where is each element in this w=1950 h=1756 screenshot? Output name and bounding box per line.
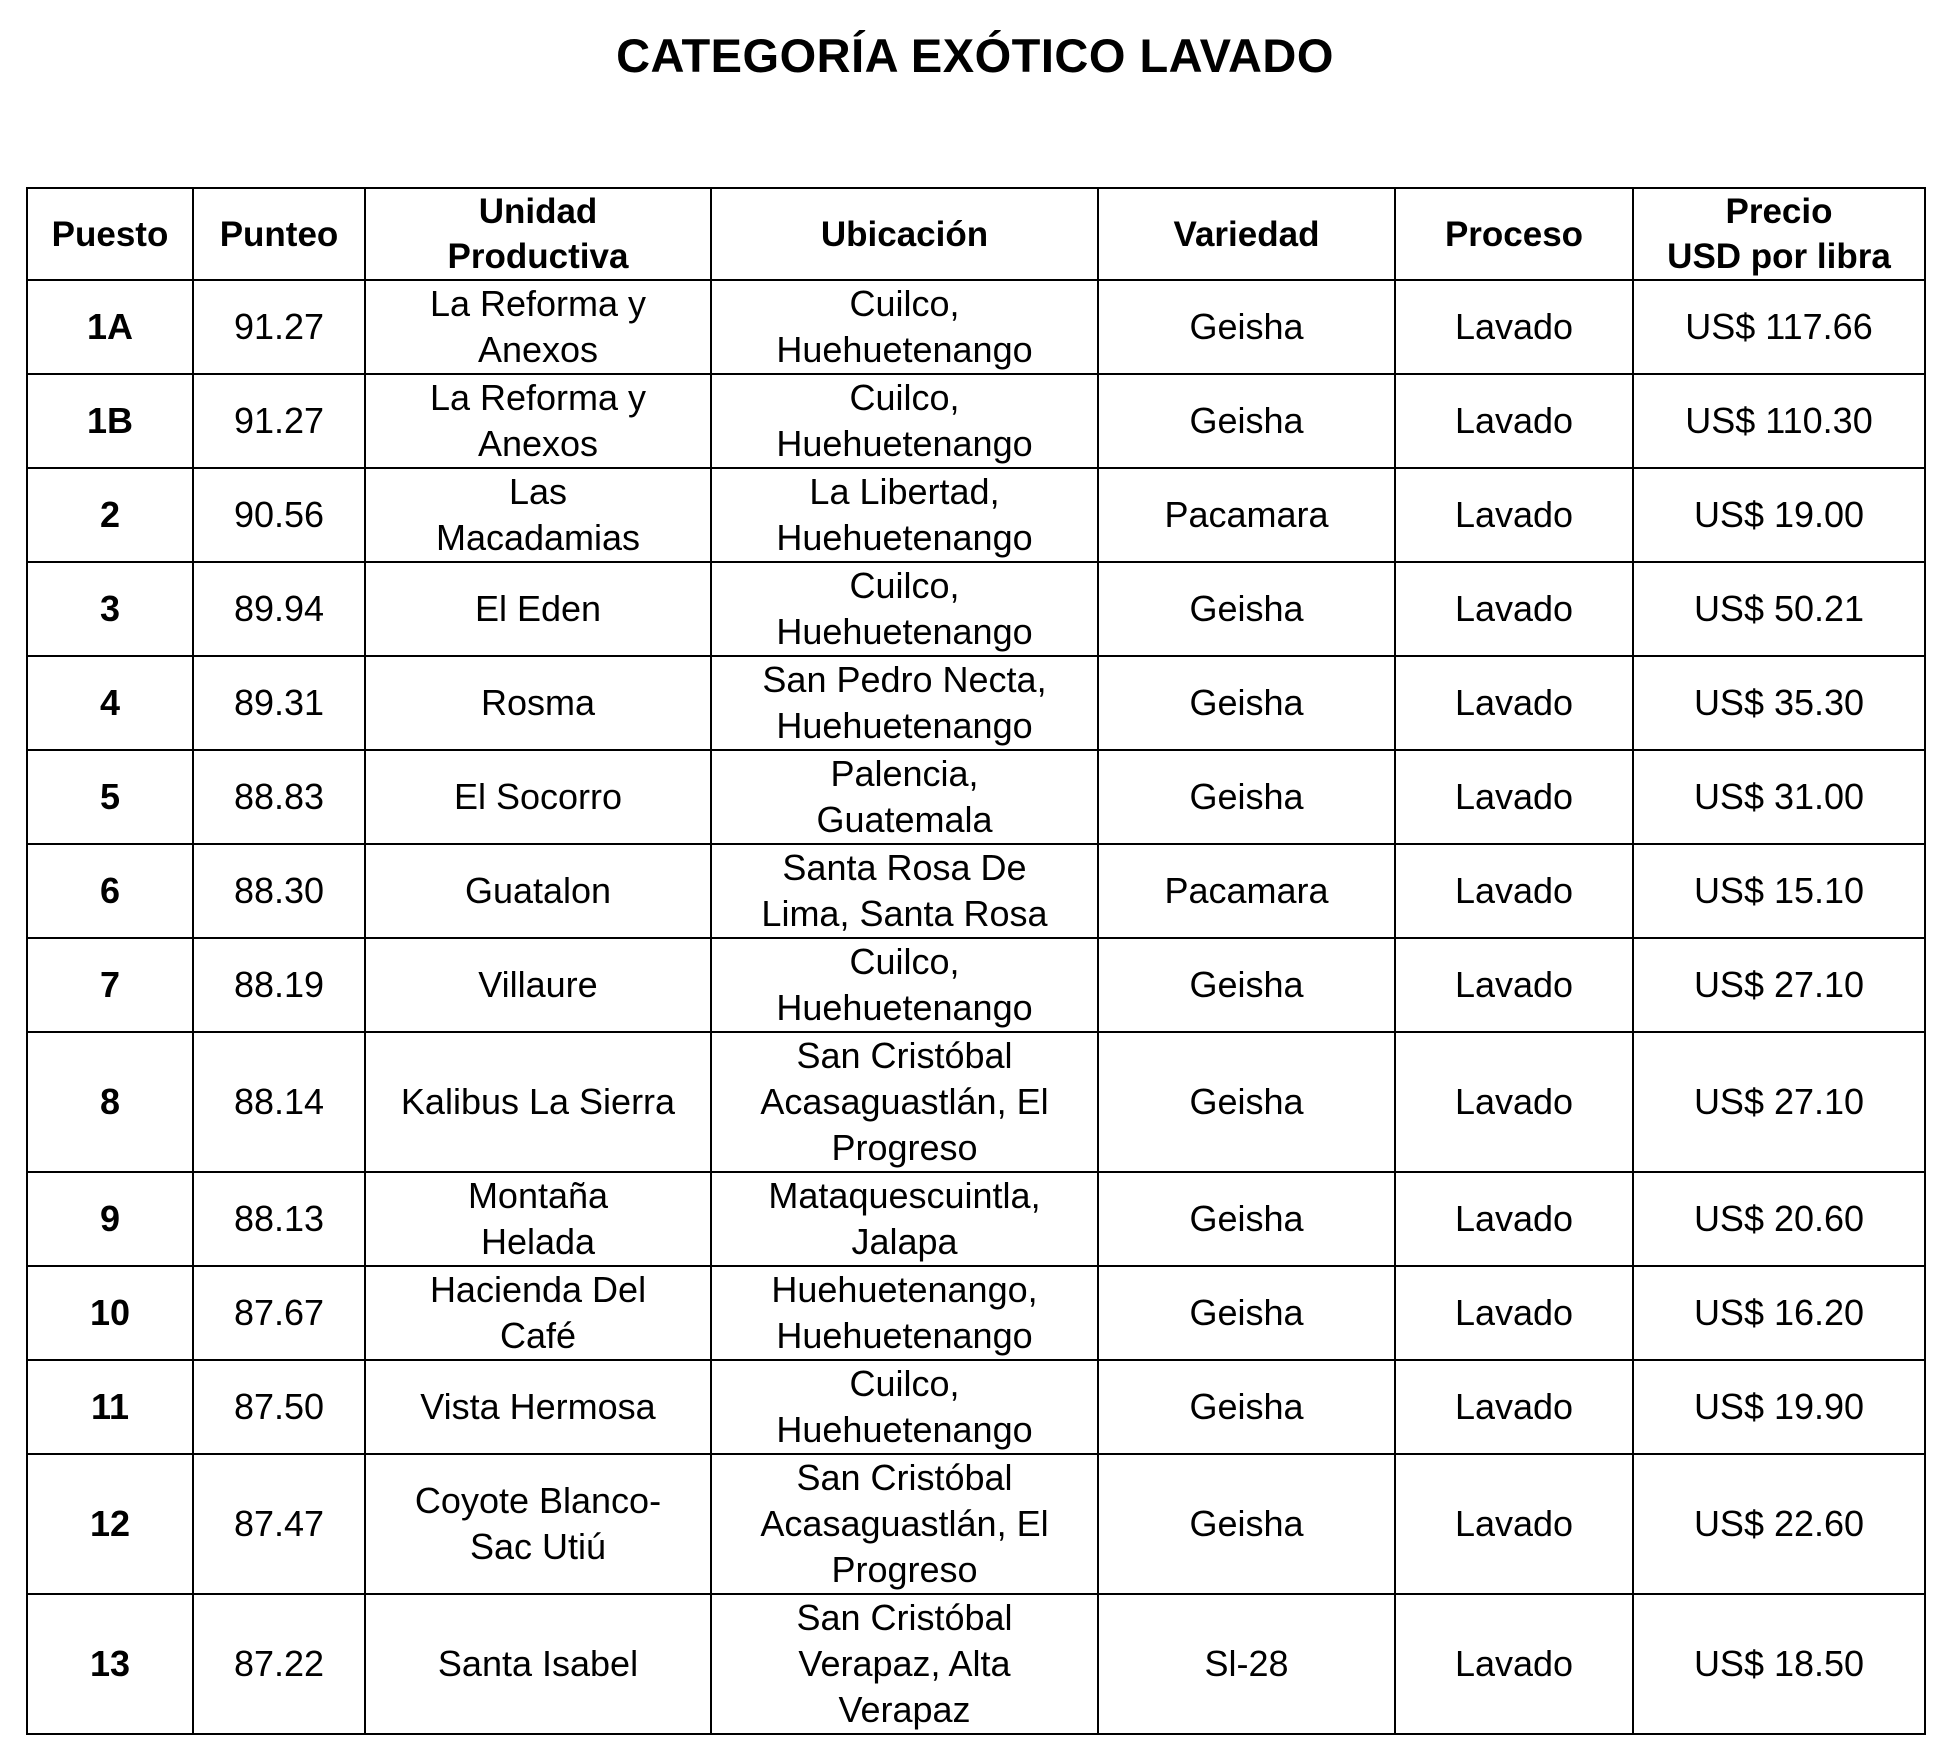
cell-precio: US$ 19.00 (1633, 468, 1925, 562)
cell-puesto: 11 (27, 1360, 193, 1454)
cell-precio: US$ 19.90 (1633, 1360, 1925, 1454)
cell-punteo: 90.56 (193, 468, 365, 562)
cell-unidad-productiva-line: Hacienda Del (429, 1269, 647, 1310)
table-row (27, 1266, 1925, 1360)
cell-ubicacion-line: Huehuetenango (776, 611, 1033, 652)
cell-precio: US$ 22.60 (1633, 1454, 1925, 1594)
cell-unidad-productiva-line: Las (508, 471, 568, 512)
cell-ubicacion-line: Progreso (831, 1549, 978, 1590)
cell-unidad-productiva (365, 750, 711, 844)
cell-ubicacion (711, 1266, 1098, 1360)
cell-puesto: 2 (27, 468, 193, 562)
header-precio-line2: USD por libra (1667, 237, 1891, 276)
cell-unidad-productiva-line: Anexos (477, 423, 599, 464)
cell-proceso: Lavado (1395, 1454, 1633, 1594)
table-row (27, 280, 1925, 374)
cell-ubicacion (711, 938, 1098, 1032)
table-row (27, 938, 1925, 1032)
cell-ubicacion-line: Santa Rosa De (782, 847, 1027, 888)
cell-precio: US$ 31.00 (1633, 750, 1925, 844)
cell-proceso: Lavado (1395, 938, 1633, 1032)
cell-unidad-productiva-line: Sac Utiú (469, 1526, 607, 1567)
cell-variedad: Geisha (1098, 1266, 1395, 1360)
cell-variedad: Geisha (1098, 1172, 1395, 1266)
cell-ubicacion (711, 280, 1098, 374)
header-variedad: Variedad (1098, 188, 1395, 280)
cell-unidad-productiva-line: El Socorro (453, 776, 623, 817)
cell-ubicacion-line: Cuilco, (849, 283, 960, 324)
cell-ubicacion-line: Cuilco, (849, 565, 960, 606)
header-ubicacion: Ubicación (711, 188, 1098, 280)
cell-ubicacion-line: Cuilco, (849, 377, 960, 418)
cell-puesto: 12 (27, 1454, 193, 1594)
page-title: CATEGORÍA EXÓTICO LAVADO (616, 29, 1334, 82)
header-punteo: Punteo (193, 188, 365, 280)
cell-puesto: 1B (27, 374, 193, 468)
table-row (27, 1172, 1925, 1266)
cell-ubicacion-line: Guatemala (816, 799, 993, 840)
cell-ubicacion-line: Acasaguastlán, El (760, 1081, 1049, 1122)
cell-unidad-productiva-line: Coyote Blanco- (414, 1480, 662, 1521)
header-precio-line1: Precio (1725, 192, 1833, 231)
header-unidad-line1: Unidad (478, 192, 598, 231)
cell-puesto: 3 (27, 562, 193, 656)
cell-ubicacion-line: Huehuetenango (776, 517, 1033, 558)
cell-punteo: 91.27 (193, 280, 365, 374)
cell-unidad-productiva-line: Café (499, 1315, 577, 1356)
cell-precio: US$ 16.20 (1633, 1266, 1925, 1360)
cell-ubicacion-line: Jalapa (851, 1221, 958, 1262)
cell-punteo: 88.13 (193, 1172, 365, 1266)
cell-unidad-productiva-line: La Reforma y (429, 377, 647, 418)
cell-ubicacion-line: Huehuetenango, (771, 1269, 1038, 1310)
table-row (27, 1360, 1925, 1454)
cell-ubicacion-line: Huehuetenango (776, 1315, 1033, 1356)
cell-variedad: Geisha (1098, 656, 1395, 750)
cell-ubicacion-line: Progreso (831, 1127, 978, 1168)
cell-puesto: 4 (27, 656, 193, 750)
cell-ubicacion-line: Verapaz (838, 1689, 971, 1730)
cell-punteo: 87.22 (193, 1594, 365, 1734)
cell-variedad: Geisha (1098, 374, 1395, 468)
cell-ubicacion (711, 1360, 1098, 1454)
cell-punteo: 88.14 (193, 1032, 365, 1172)
cell-unidad-productiva-line: Macadamias (435, 517, 641, 558)
cell-variedad: Geisha (1098, 280, 1395, 374)
cell-unidad-productiva-line: Vista Hermosa (420, 1386, 656, 1427)
cell-punteo: 91.27 (193, 374, 365, 468)
cell-precio: US$ 35.30 (1633, 656, 1925, 750)
cell-proceso: Lavado (1395, 374, 1633, 468)
cell-unidad-productiva (365, 374, 711, 468)
cell-proceso: Lavado (1395, 1594, 1633, 1734)
cell-variedad: Geisha (1098, 562, 1395, 656)
table-row (27, 1032, 1925, 1172)
cell-proceso: Lavado (1395, 1032, 1633, 1172)
cell-punteo: 87.50 (193, 1360, 365, 1454)
cell-proceso: Lavado (1395, 468, 1633, 562)
cell-unidad-productiva-line: Montaña (467, 1175, 609, 1216)
cell-punteo: 89.31 (193, 656, 365, 750)
header-row (27, 188, 1925, 280)
cell-unidad-productiva (365, 280, 711, 374)
results-table (26, 187, 1926, 1735)
cell-ubicacion-line: Verapaz, Alta (798, 1643, 1011, 1684)
cell-puesto: 6 (27, 844, 193, 938)
cell-puesto: 13 (27, 1594, 193, 1734)
cell-precio: US$ 50.21 (1633, 562, 1925, 656)
cell-proceso: Lavado (1395, 844, 1633, 938)
cell-unidad-productiva (365, 1594, 711, 1734)
table-row (27, 750, 1925, 844)
cell-ubicacion-line: Cuilco, (849, 1363, 960, 1404)
cell-variedad: Geisha (1098, 1032, 1395, 1172)
cell-proceso: Lavado (1395, 1172, 1633, 1266)
cell-unidad-productiva-line: Kalibus La Sierra (400, 1081, 676, 1122)
cell-variedad: Geisha (1098, 750, 1395, 844)
cell-punteo: 88.83 (193, 750, 365, 844)
cell-unidad-productiva-line: Rosma (480, 682, 596, 723)
cell-unidad-productiva-line: Villaure (478, 964, 598, 1005)
header-puesto: Puesto (27, 188, 193, 280)
cell-unidad-productiva-line: Santa Isabel (437, 1643, 639, 1684)
table-row (27, 468, 1925, 562)
cell-precio: US$ 117.66 (1633, 280, 1925, 374)
cell-punteo: 89.94 (193, 562, 365, 656)
cell-unidad-productiva (365, 562, 711, 656)
cell-ubicacion-line: Huehuetenango (776, 423, 1033, 464)
cell-punteo: 87.67 (193, 1266, 365, 1360)
cell-ubicacion (711, 374, 1098, 468)
cell-precio: US$ 20.60 (1633, 1172, 1925, 1266)
cell-ubicacion-line: Acasaguastlán, El (760, 1503, 1049, 1544)
cell-ubicacion-line: Palencia, (830, 753, 979, 794)
cell-puesto: 8 (27, 1032, 193, 1172)
cell-punteo: 88.30 (193, 844, 365, 938)
cell-unidad-productiva-line: Guatalon (464, 870, 612, 911)
cell-ubicacion-line: San Cristóbal (796, 1457, 1013, 1498)
cell-unidad-productiva-line: El Eden (474, 588, 602, 629)
cell-unidad-productiva (365, 1032, 711, 1172)
cell-unidad-productiva (365, 468, 711, 562)
cell-precio: US$ 27.10 (1633, 938, 1925, 1032)
cell-variedad: Geisha (1098, 1454, 1395, 1594)
table-row (27, 1454, 1925, 1594)
cell-unidad-productiva (365, 938, 711, 1032)
cell-proceso: Lavado (1395, 656, 1633, 750)
cell-ubicacion-line: San Pedro Necta, (762, 659, 1047, 700)
cell-ubicacion (711, 750, 1098, 844)
cell-ubicacion (711, 656, 1098, 750)
cell-variedad: Sl-28 (1098, 1594, 1395, 1734)
header-unidad-line2: Productiva (447, 237, 629, 276)
cell-punteo: 87.47 (193, 1454, 365, 1594)
cell-punteo: 88.19 (193, 938, 365, 1032)
cell-puesto: 7 (27, 938, 193, 1032)
cell-variedad: Pacamara (1098, 844, 1395, 938)
cell-puesto: 9 (27, 1172, 193, 1266)
cell-ubicacion (711, 468, 1098, 562)
cell-variedad: Pacamara (1098, 468, 1395, 562)
header-unidad-productiva (365, 188, 711, 280)
cell-precio: US$ 15.10 (1633, 844, 1925, 938)
cell-puesto: 10 (27, 1266, 193, 1360)
cell-ubicacion-line: Mataquescuintla, (768, 1175, 1041, 1216)
cell-ubicacion-line: Huehuetenango (776, 705, 1033, 746)
header-proceso: Proceso (1395, 188, 1633, 280)
cell-ubicacion-line: San Cristóbal (796, 1597, 1013, 1638)
cell-ubicacion (711, 562, 1098, 656)
cell-unidad-productiva (365, 656, 711, 750)
cell-ubicacion-line: San Cristóbal (796, 1035, 1013, 1076)
cell-precio: US$ 18.50 (1633, 1594, 1925, 1734)
cell-proceso: Lavado (1395, 562, 1633, 656)
cell-ubicacion (711, 1032, 1098, 1172)
cell-unidad-productiva-line: Helada (480, 1221, 596, 1262)
cell-ubicacion-line: Huehuetenango (776, 329, 1033, 370)
cell-unidad-productiva-line: La Reforma y (429, 283, 647, 324)
cell-ubicacion (711, 1454, 1098, 1594)
cell-proceso: Lavado (1395, 1266, 1633, 1360)
table-row (27, 1594, 1925, 1734)
cell-unidad-productiva (365, 844, 711, 938)
cell-unidad-productiva (365, 1360, 711, 1454)
cell-ubicacion (711, 1172, 1098, 1266)
cell-proceso: Lavado (1395, 1360, 1633, 1454)
cell-ubicacion-line: Cuilco, (849, 941, 960, 982)
cell-unidad-productiva-line: Anexos (477, 329, 599, 370)
cell-ubicacion-line: Lima, Santa Rosa (761, 893, 1048, 934)
cell-precio: US$ 110.30 (1633, 374, 1925, 468)
cell-unidad-productiva (365, 1454, 711, 1594)
table-row (27, 656, 1925, 750)
cell-proceso: Lavado (1395, 750, 1633, 844)
cell-unidad-productiva (365, 1172, 711, 1266)
cell-proceso: Lavado (1395, 280, 1633, 374)
cell-ubicacion-line: Huehuetenango (776, 987, 1033, 1028)
cell-variedad: Geisha (1098, 1360, 1395, 1454)
cell-variedad: Geisha (1098, 938, 1395, 1032)
table-row (27, 374, 1925, 468)
cell-unidad-productiva (365, 1266, 711, 1360)
cell-ubicacion (711, 844, 1098, 938)
cell-ubicacion-line: Huehuetenango (776, 1409, 1033, 1450)
cell-ubicacion (711, 1594, 1098, 1734)
cell-precio: US$ 27.10 (1633, 1032, 1925, 1172)
header-precio (1633, 188, 1925, 280)
table-row (27, 844, 1925, 938)
cell-ubicacion-line: La Libertad, (809, 471, 1000, 512)
table-row (27, 562, 1925, 656)
cell-puesto: 5 (27, 750, 193, 844)
cell-puesto: 1A (27, 280, 193, 374)
